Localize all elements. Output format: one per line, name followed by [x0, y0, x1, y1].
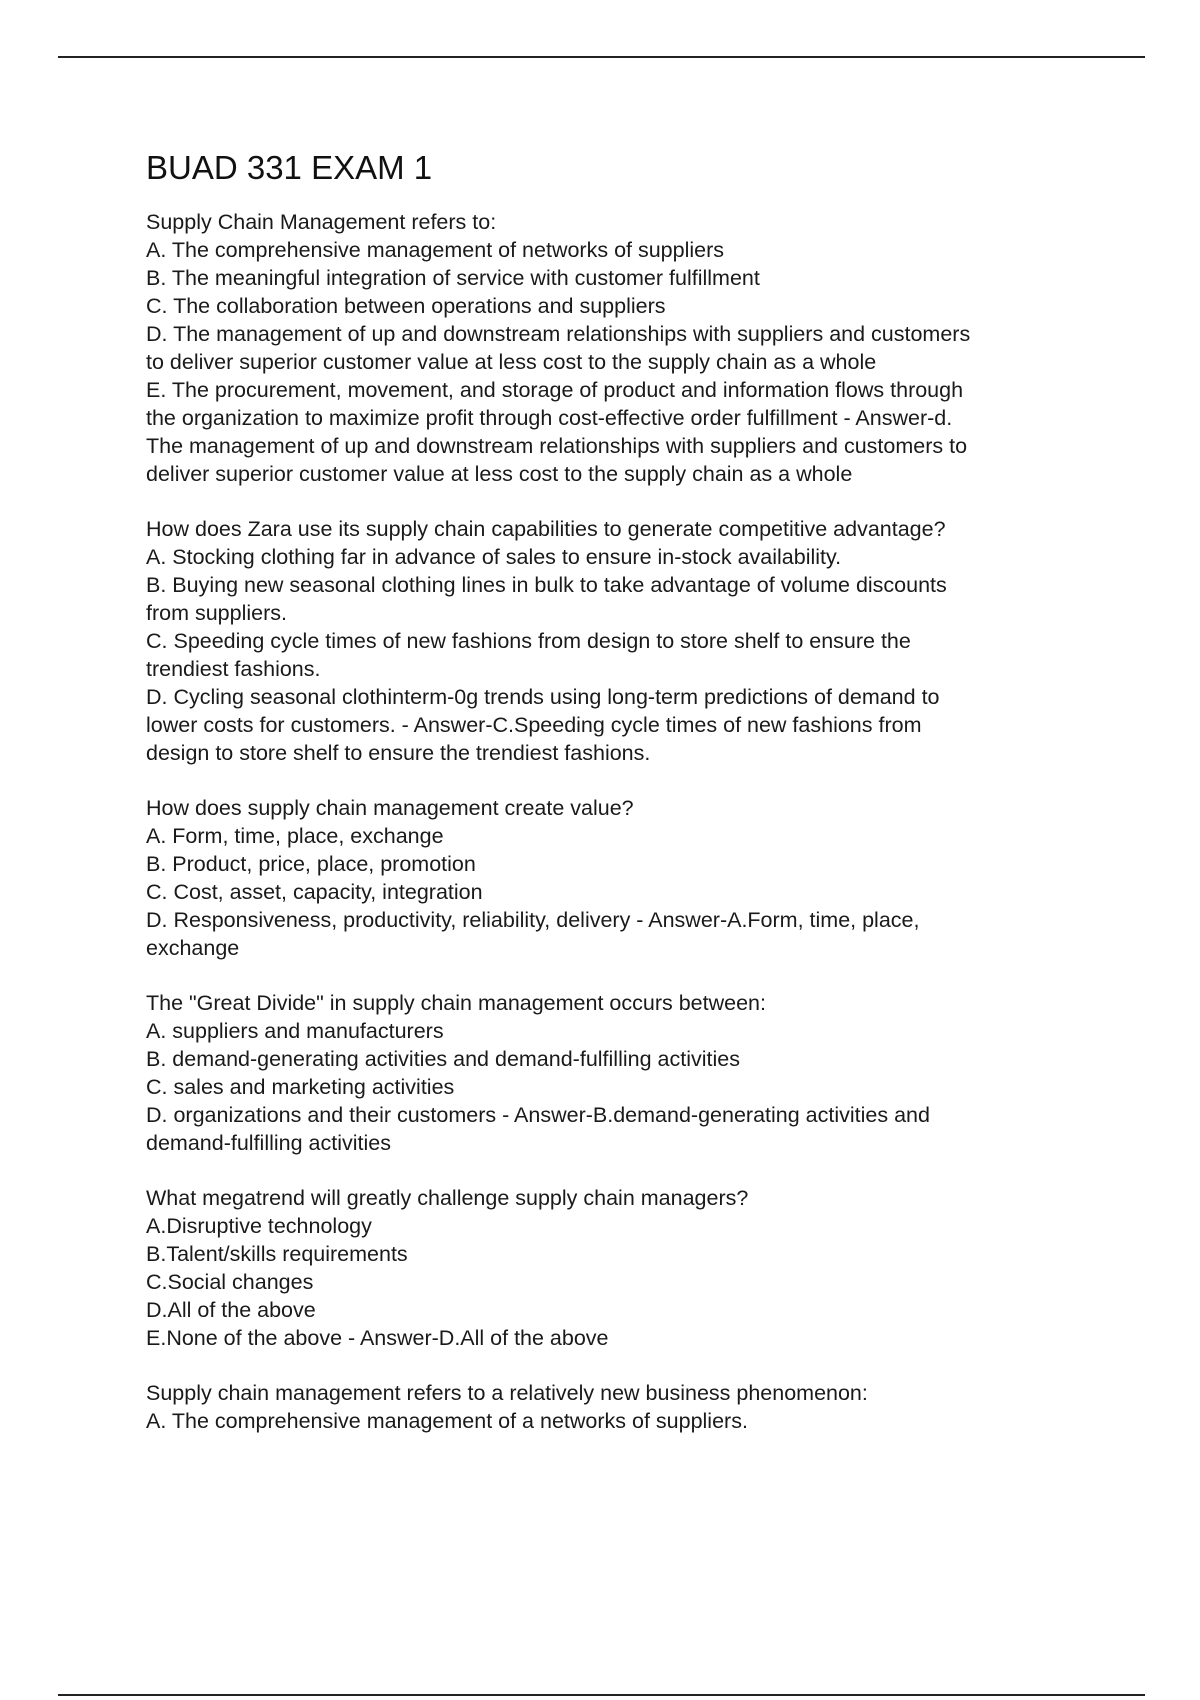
question-block — [146, 515, 1086, 767]
question-line: B. Product, price, place, promotion — [146, 852, 476, 876]
question-line: lower costs for customers. - Answer-C.Speeding cycle times of new fashions from — [146, 713, 922, 737]
question-line: D. organizations and their customers - Answer-B.demand-generating activities and — [146, 1103, 930, 1127]
question-line: B. The meaningful integration of service with customer fulfillment — [146, 266, 760, 290]
question-line: C.Social changes — [146, 1270, 314, 1294]
question-block — [146, 1379, 1086, 1435]
question-line: B. Buying new seasonal clothing lines in bulk to take advantage of volume discounts — [146, 573, 947, 597]
question-line: C. sales and marketing activities — [146, 1075, 455, 1099]
question-line: trendiest fashions. — [146, 657, 321, 681]
question-line: C. Speeding cycle times of new fashions from design to store shelf to ensure the — [146, 629, 911, 653]
question-text: The "Great Divide" in supply chain management occurs between: — [146, 991, 766, 1015]
question-line: A. suppliers and manufacturers — [146, 1019, 444, 1043]
question-text: Supply Chain Management refers to: — [146, 210, 497, 234]
question-line: A. Stocking clothing far in advance of sales to ensure in-stock availability. — [146, 545, 842, 569]
question-line: exchange — [146, 936, 240, 960]
question-line: A. The comprehensive management of a networks of suppliers. — [146, 1409, 748, 1433]
top-rule — [58, 56, 1145, 58]
question-line: E.None of the above - Answer-D.All of the above — [146, 1326, 609, 1350]
question-line: A.Disruptive technology — [146, 1214, 372, 1238]
question-line: The management of up and downstream relationships with suppliers and customers to — [146, 434, 968, 458]
question-line: deliver superior customer value at less cost to the supply chain as a whole — [146, 462, 853, 486]
question-line: design to store shelf to ensure the trendiest fashions. — [146, 741, 651, 765]
question-line: to deliver superior customer value at less cost to the supply chain as a whole — [146, 350, 877, 374]
question-line: C. The collaboration between operations and suppliers — [146, 294, 666, 318]
question-line: D. The management of up and downstream relationships with suppliers and customers — [146, 322, 971, 346]
question-line: the organization to maximize profit through cost-effective order fulfillment - Answer-d. — [146, 406, 953, 430]
document-title: BUAD 331 EXAM 1 — [146, 149, 433, 186]
question-line: E. The procurement, movement, and storage of product and information flows through — [146, 378, 964, 402]
question-line: A. Form, time, place, exchange — [146, 824, 444, 848]
question-line: C. Cost, asset, capacity, integration — [146, 880, 483, 904]
question-line: D. Cycling seasonal clothinterm-0g trends using long-term predictions of demand to — [146, 685, 940, 709]
document-body — [146, 148, 1086, 1462]
bottom-rule — [58, 1694, 1145, 1696]
question-text: What megatrend will greatly challenge supply chain managers? — [146, 1186, 749, 1210]
question-line: A. The comprehensive management of networks of suppliers — [146, 238, 725, 262]
question-line: from suppliers. — [146, 601, 287, 625]
question-block — [146, 208, 1086, 488]
question-text: How does supply chain management create value? — [146, 796, 634, 820]
question-line: demand-fulfilling activities — [146, 1131, 391, 1155]
question-text: How does Zara use its supply chain capabilities to generate competitive advantage? — [146, 517, 946, 541]
question-block — [146, 1184, 1086, 1352]
question-line: B. demand-generating activities and demand-fulfilling activities — [146, 1047, 740, 1071]
question-block — [146, 989, 1086, 1157]
question-text: Supply chain management refers to a relatively new business phenomenon: — [146, 1381, 868, 1405]
question-line: D.All of the above — [146, 1298, 316, 1322]
question-list — [146, 208, 1086, 1435]
question-line: D. Responsiveness, productivity, reliability, delivery - Answer-A.Form, time, place, — [146, 908, 920, 932]
question-line: B.Talent/skills requirements — [146, 1242, 408, 1266]
question-block — [146, 794, 1086, 962]
